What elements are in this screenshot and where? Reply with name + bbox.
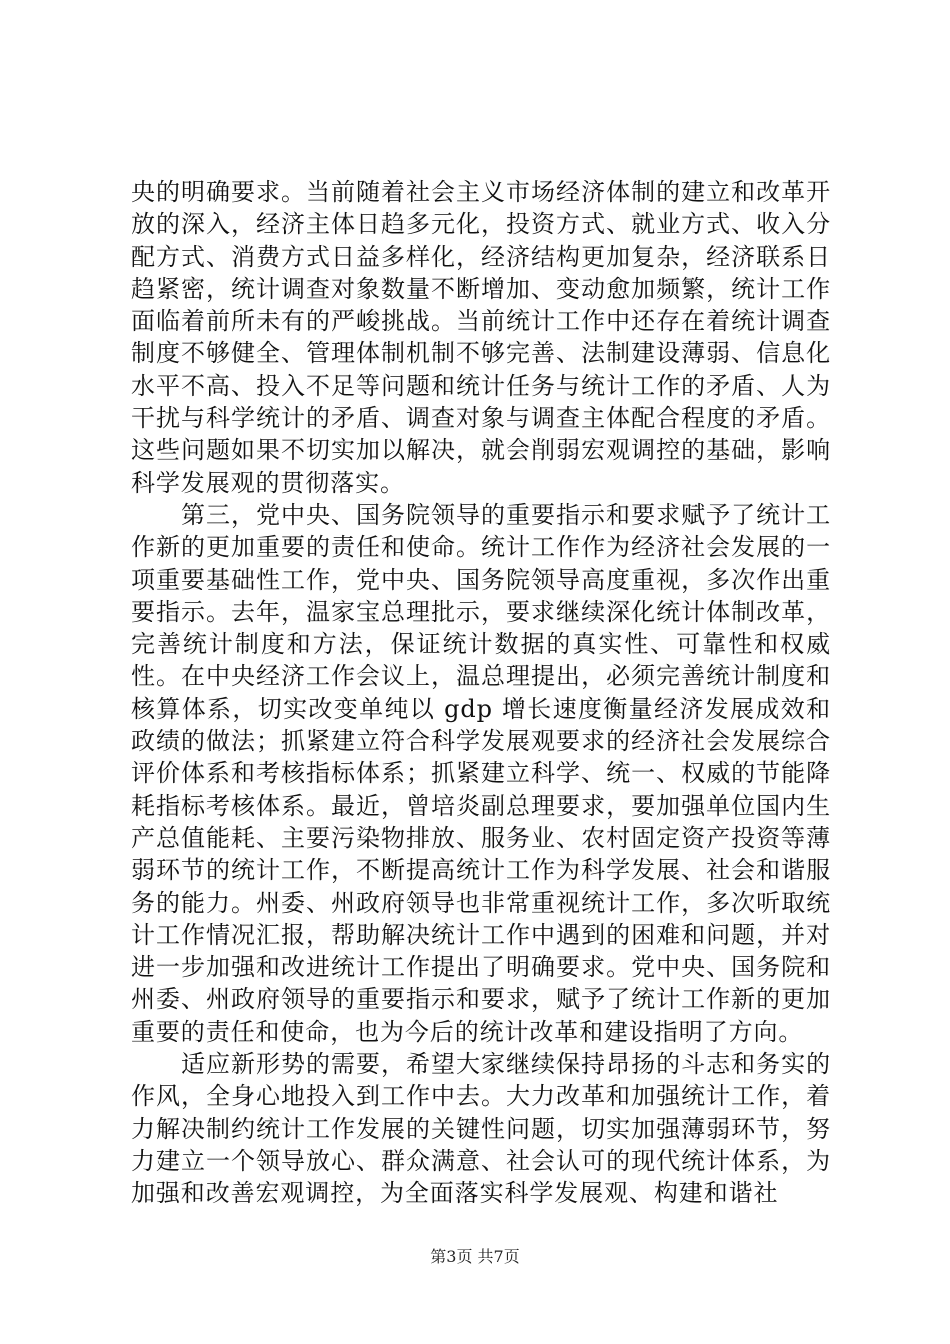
page-footer: 第3页 共7页 [430,1247,520,1266]
paragraph-2: 第三，党中央、国务院领导的重要指示和要求赋予了统计工作新的更加重要的责任和使命。统计工作作为经济社会发展的一项重要基础性工作，党中央、国务院领导高度重视，多次作出重要指示。去年，温家宝总理批示，要求继续深化统计体制改革，完善统计制度和方法，保证统计数据的真实性、可靠性和权威性。在中央经济工作会议上，温总理提出，必须完善统计制度和核算体系，切实改变单纯以 gdp 增长速度衡量经济发展成效和政绩的做法；抓紧建立符合科学发展观要求的经济社会发展综合评价体系和考核指标体系；抓紧建立科学、统一、权威的节能降耗指标考核体系。最近，曾培炎副总理要求，要加强单位国内生产总值能耗、主要污染物排放、服务业、农村固定资产投资等薄弱环节的统计工作，不断提高统计工作为科学发展、社会和谐服务的能力。州委、州政府领导也非常重视统计工作，多次听取统计工作情况汇报，帮助解决统计工作中遇到的困难和问题，并对进一步加强和改进统计工作提出了明确要求。党中央、国务院和州委、州政府领导的重要指示和要求，赋予了统计工作新的更加重要的责任和使命，也为今后的统计改革和建设指明了方向。 [131,500,831,1046]
document-body [131,176,831,1210]
paragraph-1: 央的明确要求。当前随着社会主义市场经济体制的建立和改革开放的深入，经济主体日趋多元化，投资方式、就业方式、收入分配方式、消费方式日益多样化，经济结构更加复杂，经济联系日趋紧密，统计调查对象数量不断增加、变动愈加频繁，统计工作面临着前所未有的严峻挑战。当前统计工作中还存在着统计调查制度不够健全、管理体制机制不够完善、法制建设薄弱、信息化水平不高、投入不足等问题和统计任务与统计工作的矛盾、人为干扰与科学统计的矛盾、调查对象与调查主体配合程度的矛盾。这些问题如果不切实加以解决，就会削弱宏观调控的基础，影响科学发展观的贯彻落实。 [131,178,831,497]
paragraph-3: 适应新形势的需要，希望大家继续保持昂扬的斗志和务实的作风，全身心地投入到工作中去。大力改革和加强统计工作，着力解决制约统计工作发展的关键性问题，切实加强薄弱环节，努力建立一个领导放心、群众满意、社会认可的现代统计体系，为加强和改善宏观调控，为全面落实科学发展观、构建和谐社 [131,1050,831,1208]
